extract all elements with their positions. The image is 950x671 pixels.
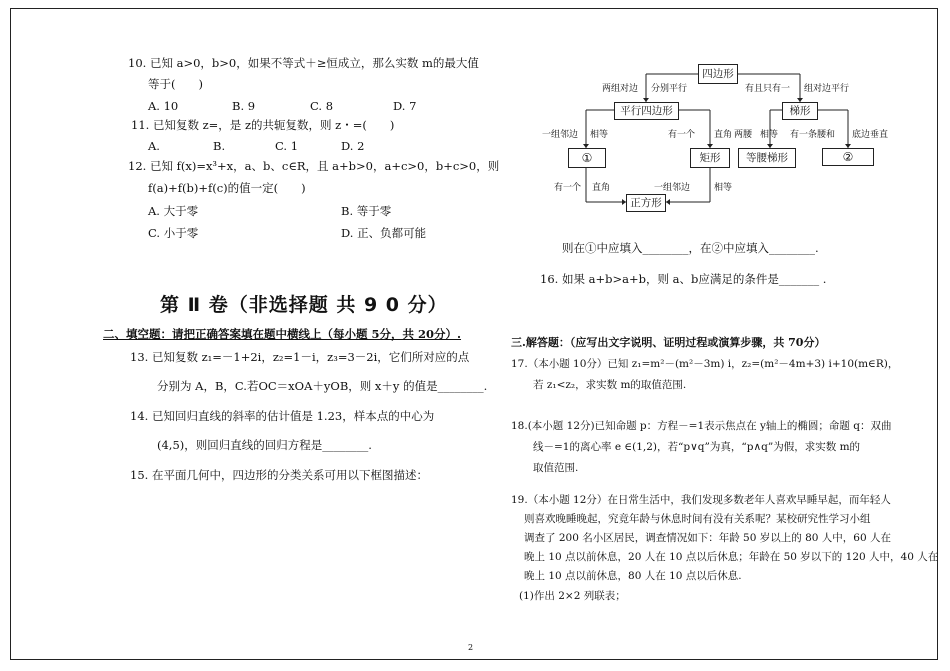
q19-line6: (1)作出 2×2 列联表； (519, 590, 626, 602)
quadrilateral-classification-diagram (538, 58, 889, 220)
box-isosceles-trapezoid: 等腰梯形 (738, 148, 796, 168)
label-only-one: 有且只有一 (745, 84, 791, 94)
label-parallel-each: 分别平行 (651, 84, 688, 94)
section2-title: 第 Ⅱ 卷（非选择题 共 9 0 分） (160, 294, 448, 316)
q18-line3: 取值范围. (533, 462, 579, 474)
q19-line3: 调查了 200 名小区居民，调查情况如下：年龄 50 岁以上的 80 人中，60 人在 (524, 532, 891, 544)
fill-in-header: 二、填空题：请把正确答案填在题中横线上（每小题 5分，共 20分）. (103, 327, 462, 341)
label-equal-2: 相等 (760, 130, 779, 140)
label-base-perpendicular: 底边垂直 (852, 130, 889, 140)
label-one-angle-2: 有一个 (554, 183, 582, 193)
q12-option-c: C. 小于零 (148, 226, 199, 240)
q10-option-d: D. 7 (393, 99, 417, 113)
label-one-angle-1: 有一个 (668, 130, 696, 140)
box-rectangle: 矩形 (690, 148, 730, 168)
q12-line2: f(a)+f(b)+f(c)的值一定( ) (148, 181, 306, 195)
label-equal-1: 相等 (590, 130, 609, 140)
solve-header: 三.解答题：（应写出文字说明、证明过程或演算步骤，共 70分） (511, 336, 826, 349)
q11-line1: 11. 已知复数 z=，是 z的共轭复数，则 z・=( ) (131, 118, 395, 132)
q19-line5: 晚上 10 点以前休息，80 人在 10 点以后休息. (524, 570, 742, 582)
q13-line1: 13. 已知复数 z₁=－1+2i，z₂=1－i，z₃=3－2i，它们所对应的点 (130, 350, 470, 364)
q14-line1: 14. 已知回归直线的斜率的估计值是 1.23，样本点的中心为 (130, 409, 435, 423)
q16-line: 16. 如果 a+b>a+b，则 a、b应满足的条件是_______ . (540, 272, 827, 286)
q18-line2: 线－=1的离心率 e ∈(1,2)，若“p∨q”为真，“p∧q”为假，求实数 m的 (533, 441, 861, 453)
box-blank-1: ① (568, 148, 606, 168)
q17-line2: 若 z₁<z₂，求实数 m的取值范围. (533, 379, 687, 391)
box-quadrilateral: 四边形 (698, 64, 738, 84)
box-trapezoid: 梯形 (782, 102, 818, 120)
q12-option-a: A. 大于零 (148, 204, 199, 218)
q12-option-b: B. 等于零 (341, 204, 392, 218)
q11-option-c: C. 1 (275, 139, 299, 153)
q17-line1: 17.（本小题 10分）已知 z₁=m²－(m²－3m) i，z₂=(m²－4m+3) i+10(m∈R)， (511, 358, 899, 370)
q19-line4: 晚上 10 点以前休息，20 人在 10 点以后休息；年龄在 50 岁以下的 120 人中，40 人在 (524, 551, 939, 563)
q15-fill-line: 则在①中应填入________，在②中应填入________. (562, 241, 819, 255)
label-adjacent-sides-2: 一组邻边 (654, 183, 691, 193)
q10-option-a: A. 10 (148, 99, 179, 113)
label-two-pairs: 两组对边 (602, 84, 639, 94)
box-parallelogram: 平行四边形 (614, 102, 679, 120)
label-two-legs: 两腰 (734, 130, 753, 140)
q12-option-d: D. 正、负都可能 (341, 226, 427, 240)
label-pair-parallel: 组对边平行 (804, 84, 850, 94)
q10-line2: 等于( ) (148, 77, 203, 91)
q10-line1: 10. 已知 a>0，b>0，如果不等式＋≥恒成立，那么实数 m的最大值 (128, 56, 479, 70)
q10-option-b: B. 9 (232, 99, 256, 113)
q18-line1: 18.(本小题 12分)已知命题 p：方程－=1表示焦点在 y轴上的椭圆；命题 q：双曲 (511, 420, 892, 432)
q12-line1: 12. 已知 f(x)=x³+x，a、b、c∈R，且 a+b>0，a+c>0，b+c>0，则 (128, 159, 500, 173)
q14-line2: (4,5)，则回归直线的回归方程是________. (157, 438, 372, 452)
box-blank-2: ② (822, 148, 874, 166)
page-number: 2 (468, 643, 474, 652)
label-equal-3: 相等 (714, 183, 733, 193)
q11-option-a: A. (148, 139, 160, 153)
label-one-leg: 有一条腰和 (790, 130, 836, 140)
label-right-angle-2: 直角 (592, 183, 611, 193)
label-right-angle-1: 直角 (714, 130, 733, 140)
box-square: 正方形 (626, 194, 666, 212)
q19-line1: 19.（本小题 12分）在日常生活中，我们发现多数老年人喜欢早睡早起，而年轻人 (511, 494, 891, 506)
label-adjacent-sides-1: 一组邻边 (542, 130, 579, 140)
q11-option-b: B. (213, 139, 226, 153)
q13-line2: 分别为 A，B，C.若OC＝xOA＋yOB，则 x＋y 的值是________. (157, 379, 488, 393)
q15-line1: 15. 在平面几何中，四边形的分类关系可用以下框图描述： (130, 468, 428, 482)
q11-option-d: D. 2 (341, 139, 365, 153)
q19-line2: 则喜欢晚睡晚起，究竟年龄与休息时间有没有关系呢？某校研究性学习小组 (524, 513, 871, 525)
q10-option-c: C. 8 (310, 99, 334, 113)
